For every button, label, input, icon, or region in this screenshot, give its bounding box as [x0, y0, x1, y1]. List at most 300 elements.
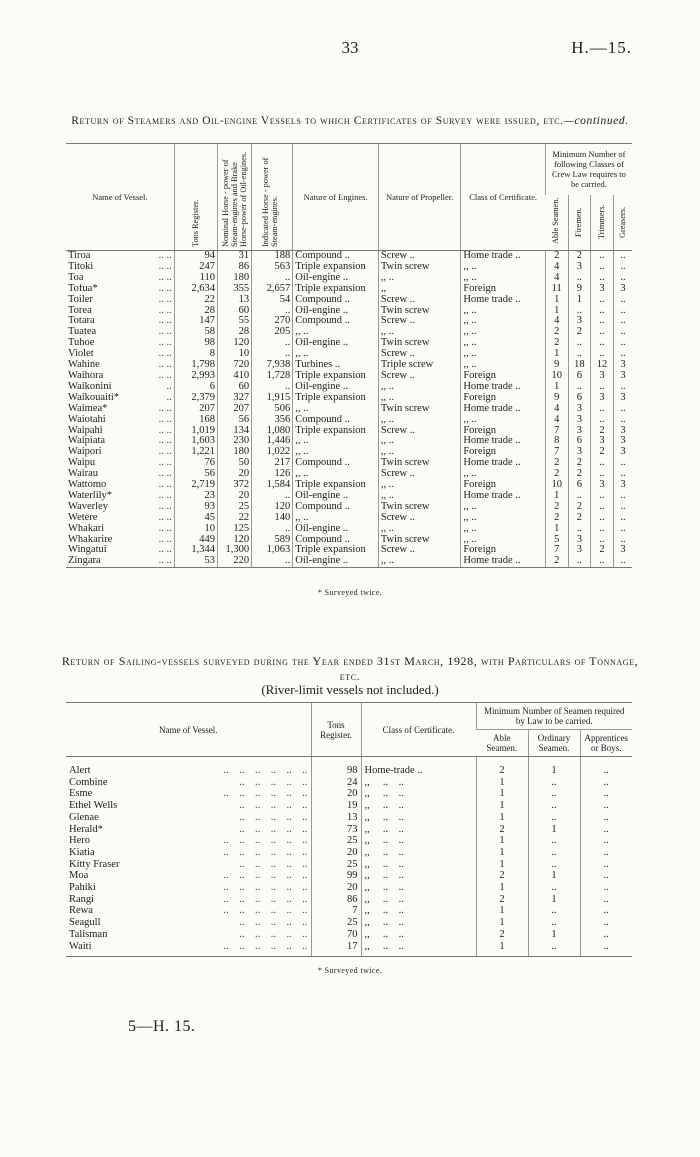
certificate-cell: ,, ..: [461, 327, 546, 338]
vessel-name: Tuhoe: [68, 338, 95, 349]
engines-cell: Triple expansion: [293, 284, 379, 295]
vessel-name-cell: [66, 491, 174, 502]
vessel-name-cell: [66, 556, 174, 567]
table-row: [66, 859, 632, 871]
tons-cell: 2,993: [174, 371, 217, 382]
trimmers-cell: ..: [591, 349, 614, 360]
firemen-cell: 6: [568, 480, 591, 491]
certificate-cell: Foreign: [461, 284, 546, 295]
engines-cell: Compound ..: [293, 295, 379, 306]
header-able: [545, 195, 568, 251]
page-number: 33: [341, 38, 359, 57]
certificate-cell: Foreign: [461, 426, 546, 437]
t2-header-tons: Tons Register.: [311, 703, 361, 757]
nominal-hp-cell: 20: [218, 469, 252, 480]
leader-dots: .. ..: [158, 490, 172, 501]
able-cell: 1: [476, 859, 528, 871]
firemen-cell: 9: [568, 284, 591, 295]
nominal-hp-cell: 120: [218, 338, 252, 349]
certificate-cell: Home trade ..: [461, 436, 546, 447]
table-row: [66, 556, 632, 567]
able-cell: 1: [476, 847, 528, 859]
tons-cell: 19: [311, 800, 361, 812]
able-cell: 2: [545, 502, 568, 513]
table-row: [66, 513, 632, 524]
vessel-name: Combine: [69, 776, 108, 788]
leader-dots: .. .. .. .. ..: [239, 823, 308, 835]
trimmers-cell: ..: [591, 502, 614, 513]
page-footer: 5—H. 15.: [128, 1018, 196, 1035]
propeller-cell: Twin screw: [378, 404, 460, 415]
trimmers-cell: 3: [591, 480, 614, 491]
greasers-cell: ..: [613, 415, 632, 426]
certificate-cell: ,, ..: [461, 502, 546, 513]
vessel-name-cell: [66, 480, 174, 491]
firemen-cell: 3: [568, 316, 591, 327]
trimmers-cell: ..: [591, 458, 614, 469]
table-row: [66, 447, 632, 458]
firemen-cell: 2: [568, 513, 591, 524]
tons-cell: 73: [311, 824, 361, 836]
vessel-name: Waikouaiti*: [68, 392, 120, 403]
certificate-cell: ,, .. ..: [361, 870, 476, 882]
trimmers-cell: 3: [591, 436, 614, 447]
greasers-cell: ..: [613, 513, 632, 524]
trimmers-cell: ..: [591, 251, 614, 262]
trimmers-cell: 12: [591, 360, 614, 371]
firemen-cell: 3: [568, 447, 591, 458]
tons-cell: 20: [311, 788, 361, 800]
propeller-cell: Screw ..: [378, 426, 460, 437]
able-cell: 2: [545, 327, 568, 338]
header-firemen-text: Firemen.: [574, 207, 584, 238]
leader-dots: .. ..: [158, 545, 172, 556]
table-row: [66, 306, 632, 317]
trimmers-cell: 2: [591, 545, 614, 556]
leader-dots: .. ..: [158, 272, 172, 283]
table1-title-text: Return of Steamers and Oil-engine Vessels to which Certificates of Survey were issued, etc.: [71, 115, 564, 127]
t2-header-group: Minimum Number of Seamen required by Law to be carried.: [476, 703, 632, 730]
vessel-name: Wingatui: [68, 545, 107, 556]
vessel-name-cell: [66, 788, 311, 800]
table-row: [66, 284, 632, 295]
able-cell: 4: [545, 262, 568, 273]
apprentices-cell: ..: [580, 847, 632, 859]
trimmers-cell: 2: [591, 447, 614, 458]
indicated-hp-cell: 188: [252, 251, 293, 262]
certificate-cell: ,, ..: [461, 513, 546, 524]
able-cell: 1: [545, 382, 568, 393]
vessel-name: Waipiata: [68, 436, 106, 447]
table2-footnote: * Surveyed twice.: [317, 966, 383, 975]
greasers-cell: 3: [613, 545, 632, 556]
tons-cell: 28: [174, 306, 217, 317]
table-row: [66, 426, 632, 437]
table-row: [66, 393, 632, 404]
ordinary-cell: ..: [528, 941, 580, 957]
nominal-hp-cell: 230: [218, 436, 252, 447]
header-nominal-hp: [218, 144, 252, 251]
greasers-cell: ..: [613, 469, 632, 480]
document-reference: H.—15.: [571, 38, 632, 57]
leader-dots: .. .. .. .. .. ..: [223, 882, 308, 894]
tons-cell: 22: [174, 295, 217, 306]
apprentices-cell: ..: [580, 941, 632, 957]
indicated-hp-cell: 1,080: [252, 426, 293, 437]
able-cell: 7: [545, 426, 568, 437]
vessel-name: Totara: [68, 316, 95, 327]
greasers-cell: ..: [613, 524, 632, 535]
tons-cell: 2,719: [174, 480, 217, 491]
indicated-hp-cell: 270: [252, 316, 293, 327]
vessel-name: Titoki: [68, 261, 94, 272]
firemen-cell: ..: [568, 273, 591, 284]
leader-dots: .. .. .. .. .. ..: [223, 893, 308, 905]
apprentices-cell: ..: [580, 894, 632, 906]
leader-dots: .. .. .. .. .. ..: [223, 940, 308, 952]
certificate-cell: ,, .. ..: [361, 800, 476, 812]
propeller-cell: Screw ..: [378, 316, 460, 327]
indicated-hp-cell: 126: [252, 469, 293, 480]
able-cell: 2: [476, 929, 528, 941]
able-cell: 2: [476, 870, 528, 882]
vessel-name-cell: [66, 349, 174, 360]
firemen-cell: 2: [568, 251, 591, 262]
tons-cell: 17: [311, 941, 361, 957]
vessel-name-cell: [66, 393, 174, 404]
table-row: [66, 535, 632, 546]
table-row: [66, 847, 632, 859]
engines-cell: ,, ..: [293, 349, 379, 360]
engines-cell: Compound ..: [293, 502, 379, 513]
tons-cell: 25: [311, 917, 361, 929]
certificate-cell: ,, ..: [461, 273, 546, 284]
leader-dots: .. ..: [158, 403, 172, 414]
vessel-name: Herald*: [69, 823, 103, 835]
vessel-name: Waimea*: [68, 403, 108, 414]
propeller-cell: Twin screw: [378, 338, 460, 349]
tons-cell: 94: [174, 251, 217, 262]
table-row: [66, 524, 632, 535]
apprentices-cell: ..: [580, 929, 632, 941]
indicated-hp-cell: ..: [252, 338, 293, 349]
apprentices-cell: ..: [580, 870, 632, 882]
tons-cell: 76: [174, 458, 217, 469]
able-cell: 4: [545, 404, 568, 415]
header-greasers-text: Greasers.: [617, 206, 627, 238]
vessel-name-cell: [66, 835, 311, 847]
greasers-cell: ..: [613, 273, 632, 284]
certificate-cell: ,, .. ..: [361, 859, 476, 871]
propeller-cell: ,, ..: [378, 524, 460, 535]
propeller-cell: ,, ..: [378, 273, 460, 284]
header-nominal-hp-text: Nominal Horse - power of Steam-engines and Brake Horse-power of Oil-engines.: [220, 151, 248, 247]
indicated-hp-cell: 54: [252, 295, 293, 306]
vessel-name-cell: [66, 535, 174, 546]
tons-cell: 207: [174, 404, 217, 415]
leader-dots: ..: [166, 381, 172, 392]
table-row: [66, 491, 632, 502]
leader-dots: .. ..: [158, 447, 172, 458]
apprentices-cell: ..: [580, 812, 632, 824]
ordinary-cell: ..: [528, 917, 580, 929]
greasers-cell: ..: [613, 491, 632, 502]
able-cell: 2: [476, 894, 528, 906]
table2-subtitle: (River-limit vessels not included.): [261, 682, 439, 697]
leader-dots: .. ..: [158, 316, 172, 327]
propeller-cell: ,, ..: [378, 491, 460, 502]
vessel-name-cell: [66, 382, 174, 393]
certificate-cell: Home trade ..: [461, 458, 546, 469]
able-cell: 2: [545, 469, 568, 480]
propeller-cell: Screw ..: [378, 545, 460, 556]
leader-dots: .. .. .. .. ..: [239, 776, 308, 788]
tons-cell: 25: [311, 835, 361, 847]
sailing-vessels-table-body: [66, 757, 632, 957]
engines-cell: ,, ..: [293, 404, 379, 415]
leader-dots: .. ..: [158, 436, 172, 447]
engines-cell: Oil-engine ..: [293, 306, 379, 317]
apprentices-cell: ..: [580, 824, 632, 836]
certificate-cell: Home trade ..: [461, 404, 546, 415]
table2-title: [60, 654, 640, 684]
engines-cell: ,, ..: [293, 513, 379, 524]
greasers-cell: ..: [613, 535, 632, 546]
certificate-cell: ,, ..: [461, 535, 546, 546]
tons-cell: 99: [311, 870, 361, 882]
engines-cell: Oil-engine ..: [293, 273, 379, 284]
header-trimmers: [591, 195, 614, 251]
table1-title: [70, 114, 630, 129]
nominal-hp-cell: 25: [218, 502, 252, 513]
greasers-cell: 3: [613, 284, 632, 295]
propeller-cell: Twin screw: [378, 306, 460, 317]
vessel-name: Waipahi: [68, 425, 103, 436]
ordinary-cell: ..: [528, 788, 580, 800]
header-propeller: Nature of Propeller.: [378, 144, 460, 251]
able-cell: 1: [476, 917, 528, 929]
nominal-hp-cell: 28: [218, 327, 252, 338]
engines-cell: Triple expansion: [293, 480, 379, 491]
apprentices-cell: ..: [580, 859, 632, 871]
vessel-name-cell: [66, 870, 311, 882]
vessel-name: Tiroa: [68, 250, 91, 261]
table-row: [66, 824, 632, 836]
nominal-hp-cell: 56: [218, 415, 252, 426]
leader-dots: .. ..: [158, 261, 172, 272]
vessel-name: Torea: [68, 305, 92, 316]
vessel-name-cell: [66, 812, 311, 824]
vessel-name-cell: [66, 917, 311, 929]
greasers-cell: 3: [613, 447, 632, 458]
engines-cell: Compound ..: [293, 251, 379, 262]
vessel-name: Violet: [68, 349, 94, 360]
engines-cell: ,, ..: [293, 327, 379, 338]
header-firemen: [568, 195, 591, 251]
able-cell: 2: [545, 458, 568, 469]
trimmers-cell: ..: [591, 404, 614, 415]
vessel-name-cell: [66, 371, 174, 382]
certificate-cell: ,, ..: [461, 338, 546, 349]
nominal-hp-cell: 207: [218, 404, 252, 415]
greasers-cell: 3: [613, 436, 632, 447]
able-cell: 2: [545, 513, 568, 524]
indicated-hp-cell: 1,728: [252, 371, 293, 382]
propeller-cell: Twin screw: [378, 502, 460, 513]
propeller-cell: Screw ..: [378, 349, 460, 360]
vessel-name-cell: [66, 404, 174, 415]
leader-dots: .. .. .. .. .. ..: [223, 905, 308, 917]
nominal-hp-cell: 134: [218, 426, 252, 437]
table-row: [66, 882, 632, 894]
able-cell: 11: [545, 284, 568, 295]
leader-dots: .. ..: [158, 512, 172, 523]
leader-dots: .. ..: [158, 469, 172, 480]
trimmers-cell: ..: [591, 556, 614, 567]
tons-cell: 86: [311, 894, 361, 906]
nominal-hp-cell: 355: [218, 284, 252, 295]
ordinary-cell: ..: [528, 812, 580, 824]
vessel-name-cell: [66, 251, 174, 262]
indicated-hp-cell: 217: [252, 458, 293, 469]
leader-dots: .. ..: [158, 349, 172, 360]
leader-dots: .. ..: [158, 534, 172, 545]
vessel-name: Tofua*: [68, 283, 98, 294]
sailing-vessels-table: [66, 702, 632, 957]
leader-dots: .. ..: [158, 360, 172, 371]
engines-cell: Triple expansion: [293, 426, 379, 437]
leader-dots: .. ..: [158, 294, 172, 305]
firemen-cell: 3: [568, 426, 591, 437]
certificate-cell: ,, .. ..: [361, 941, 476, 957]
header-greasers: [613, 195, 632, 251]
able-cell: 2: [545, 338, 568, 349]
able-cell: 1: [476, 882, 528, 894]
table-row: [66, 870, 632, 882]
certificate-cell: Home trade ..: [461, 382, 546, 393]
table-row: [66, 349, 632, 360]
nominal-hp-cell: 31: [218, 251, 252, 262]
nominal-hp-cell: 86: [218, 262, 252, 273]
t2-header-able: Able Seamen.: [476, 730, 528, 757]
firemen-cell: 3: [568, 415, 591, 426]
table-row: [66, 835, 632, 847]
vessel-name-cell: [66, 859, 311, 871]
trimmers-cell: ..: [591, 524, 614, 535]
vessel-name: Pahiki: [69, 882, 96, 894]
vessel-name: Wahine: [68, 360, 100, 371]
leader-dots: .. ..: [158, 480, 172, 491]
apprentices-cell: ..: [580, 777, 632, 789]
tons-cell: 1,221: [174, 447, 217, 458]
firemen-cell: 3: [568, 404, 591, 415]
apprentices-cell: ..: [580, 917, 632, 929]
certificate-cell: ,, .. ..: [361, 882, 476, 894]
trimmers-cell: ..: [591, 338, 614, 349]
vessel-name-cell: [66, 458, 174, 469]
able-cell: 1: [545, 306, 568, 317]
nominal-hp-cell: 372: [218, 480, 252, 491]
propeller-cell: ,, ..: [378, 447, 460, 458]
trimmers-cell: ..: [591, 382, 614, 393]
steamers-table: [66, 143, 632, 568]
apprentices-cell: ..: [580, 882, 632, 894]
trimmers-cell: ..: [591, 327, 614, 338]
able-cell: 9: [545, 393, 568, 404]
vessel-name-cell: [66, 777, 311, 789]
vessel-name-cell: [66, 905, 311, 917]
certificate-cell: Foreign: [461, 447, 546, 458]
propeller-cell: ,, ..: [378, 480, 460, 491]
able-cell: 1: [545, 295, 568, 306]
greasers-cell: ..: [613, 338, 632, 349]
leader-dots: .. ..: [158, 523, 172, 534]
able-cell: 1: [476, 835, 528, 847]
table-row: [66, 273, 632, 284]
nominal-hp-cell: 22: [218, 513, 252, 524]
nominal-hp-cell: 220: [218, 556, 252, 567]
greasers-cell: ..: [613, 556, 632, 567]
table-row: [66, 757, 632, 777]
apprentices-cell: ..: [580, 788, 632, 800]
table-row: [66, 327, 632, 338]
firemen-cell: ..: [568, 556, 591, 567]
able-cell: 5: [545, 535, 568, 546]
certificate-cell: ,, .. ..: [361, 847, 476, 859]
apprentices-cell: ..: [580, 800, 632, 812]
vessel-name: Seagull: [69, 917, 101, 929]
vessel-name: Waterlily*: [68, 490, 113, 501]
table-row: [66, 788, 632, 800]
table-row: [66, 777, 632, 789]
table-row: [66, 404, 632, 415]
vessel-name-cell: [66, 941, 311, 957]
certificate-cell: ,, .. ..: [361, 788, 476, 800]
header-vessel-name: Name of Vessel.: [66, 144, 174, 251]
engines-cell: Triple expansion: [293, 545, 379, 556]
leader-dots: .. ..: [158, 338, 172, 349]
certificate-cell: ,, .. ..: [361, 777, 476, 789]
table-row: [66, 894, 632, 906]
able-cell: 1: [476, 812, 528, 824]
table-row: [66, 295, 632, 306]
tons-cell: 2,634: [174, 284, 217, 295]
greasers-cell: ..: [613, 327, 632, 338]
propeller-cell: Screw ..: [378, 295, 460, 306]
vessel-name: Zingara: [68, 556, 101, 567]
table-row: [66, 360, 632, 371]
vessel-name: Rewa: [69, 905, 93, 917]
propeller-cell: ,, ..: [378, 393, 460, 404]
indicated-hp-cell: ..: [252, 491, 293, 502]
nominal-hp-cell: 1,300: [218, 545, 252, 556]
greasers-cell: ..: [613, 251, 632, 262]
leader-dots: .. .. .. .. ..: [239, 928, 308, 940]
vessel-name-cell: [66, 800, 311, 812]
greasers-cell: 3: [613, 371, 632, 382]
vessel-name: Waihora: [68, 370, 104, 381]
firemen-cell: 2: [568, 458, 591, 469]
nominal-hp-cell: 20: [218, 491, 252, 502]
able-cell: 1: [545, 524, 568, 535]
vessel-name: Kiatia: [69, 846, 95, 858]
ordinary-cell: ..: [528, 777, 580, 789]
certificate-cell: ,, ..: [461, 262, 546, 273]
greasers-cell: 3: [613, 426, 632, 437]
able-cell: 1: [476, 788, 528, 800]
greasers-cell: ..: [613, 306, 632, 317]
vessel-name-cell: [66, 545, 174, 556]
